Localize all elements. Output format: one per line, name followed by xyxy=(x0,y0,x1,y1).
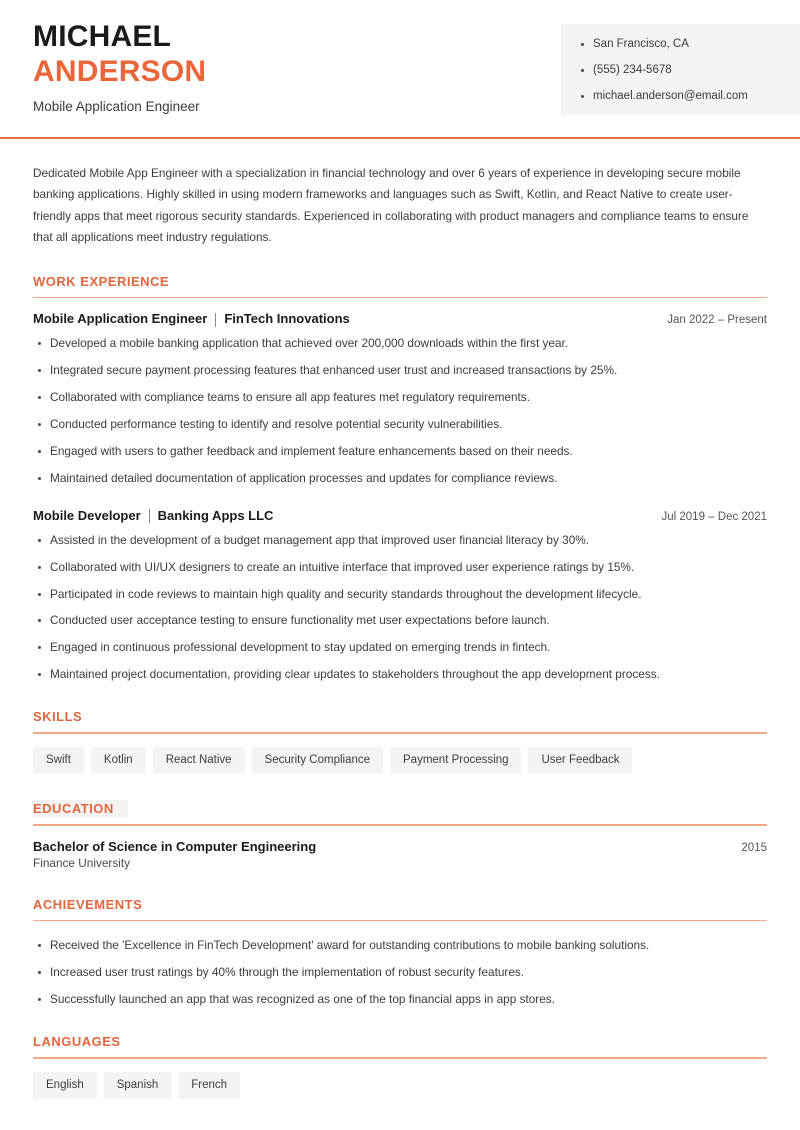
section-education xyxy=(33,800,767,870)
list-item: Maintained project documentation, providing clear updates to stakeholders throughout the app development process. xyxy=(33,667,767,682)
job-headline: Mobile Application Engineer xyxy=(33,99,200,114)
experience-entry xyxy=(33,508,767,682)
education-entry xyxy=(33,839,767,870)
list-item: Conducted performance testing to identify and resolve potential security vulnerabilities. xyxy=(33,417,767,432)
education-date: 2015 xyxy=(741,841,767,854)
experience-company: FinTech Innovations xyxy=(224,311,350,327)
section-rule-languages xyxy=(33,1057,767,1059)
experience-title-line xyxy=(33,508,273,523)
contact-item-phone[interactable]: (555) 234-5678 xyxy=(581,64,784,78)
resume-body xyxy=(0,163,800,1099)
section-work-experience xyxy=(33,273,767,682)
list-item: Engaged in continuous professional development to stay updated on emerging trends in fintech. xyxy=(33,640,767,655)
list-item: Collaborated with UI/UX designers to create an intuitive interface that improved user experience ratings by 15%. xyxy=(33,560,767,575)
first-name: MICHAEL xyxy=(33,20,172,53)
experience-role: Mobile Developer xyxy=(33,507,141,523)
section-achievements xyxy=(33,896,767,1007)
section-skills xyxy=(33,708,767,774)
list-item: Maintained detailed documentation of application processes and updates for compliance reviews. xyxy=(33,471,767,486)
list-item: Successfully launched an app that was recognized as one of the top financial apps in app stores. xyxy=(33,992,767,1007)
section-title-languages: LANGUAGES xyxy=(33,1034,121,1050)
experience-entry xyxy=(33,311,767,485)
section-rule-education xyxy=(33,824,767,826)
section-title-education: EDUCATION xyxy=(33,800,128,817)
professional-summary: Dedicated Mobile App Engineer with a specialization in financial technology and over 6 years of experience in developing secure mobile banking applications. Highly skilled in using modern frameworks and languages such as Swift, Kotlin, and React Native to create user-friendly apps that meet rigorous security standards. Experienced in collaborating with product managers and compliance teams to ensure that all applications meet industry regulations. xyxy=(33,166,749,245)
experience-entry-head xyxy=(33,508,767,523)
experience-date: Jan 2022 – Present xyxy=(667,314,767,327)
experience-bullets xyxy=(33,336,767,485)
skill-tag: Security Compliance xyxy=(252,747,383,774)
list-item: Engaged with users to gather feedback and implement feature enhancements based on their needs. xyxy=(33,444,767,459)
section-languages xyxy=(33,1033,767,1099)
list-item: Conducted user acceptance testing to ensure functionality met user expectations before launch. xyxy=(33,613,767,628)
skill-tag: Kotlin xyxy=(91,747,146,774)
section-title-work-experience: WORK EXPERIENCE xyxy=(33,273,170,289)
list-item: Assisted in the development of a budget management app that improved user financial literacy by 30%. xyxy=(33,533,767,548)
experience-title-line xyxy=(33,311,350,326)
list-item: Integrated secure payment processing features that enhanced user trust and increased transactions by 25%. xyxy=(33,363,767,378)
experience-entry-head xyxy=(33,311,767,326)
experience-company: Banking Apps LLC xyxy=(157,507,274,523)
section-title-achievements: ACHIEVEMENTS xyxy=(33,896,143,912)
education-degree: Bachelor of Science in Computer Engineering xyxy=(33,838,317,854)
contact-item-email[interactable]: michael.anderson@email.com xyxy=(581,90,784,104)
list-item: Participated in code reviews to maintain high quality and security standards throughout the development lifecycle. xyxy=(33,587,767,602)
contact-box xyxy=(561,24,800,115)
language-tag: Spanish xyxy=(104,1072,172,1099)
language-tag: French xyxy=(178,1072,240,1099)
skills-tag-row xyxy=(33,747,767,774)
education-entry-head xyxy=(33,839,767,854)
name-block xyxy=(33,22,463,115)
list-item: Developed a mobile banking application that achieved over 200,000 downloads within the first year. xyxy=(33,336,767,351)
last-name: ANDERSON xyxy=(33,55,207,88)
contact-item-location: San Francisco, CA xyxy=(581,38,784,52)
skill-tag: React Native xyxy=(153,747,245,774)
languages-tag-row xyxy=(33,1072,767,1099)
section-rule-achievements xyxy=(33,920,767,922)
experience-bullets xyxy=(33,533,767,682)
header-divider xyxy=(0,137,800,139)
experience-role: Mobile Application Engineer xyxy=(33,311,208,327)
list-item: Increased user trust ratings by 40% through the implementation of robust security features. xyxy=(33,965,767,980)
language-tag: English xyxy=(33,1072,97,1099)
vertical-separator-icon xyxy=(149,509,150,523)
section-rule-work-experience xyxy=(33,297,767,299)
section-title-skills: SKILLS xyxy=(33,709,83,725)
resume-header xyxy=(0,0,800,138)
contact-list xyxy=(581,38,784,103)
list-item: Received the 'Excellence in FinTech Development' award for outstanding contributions to mobile banking solutions. xyxy=(33,938,767,953)
education-school: Finance University xyxy=(33,855,131,870)
vertical-separator-icon xyxy=(215,313,216,327)
skill-tag: Payment Processing xyxy=(390,747,521,774)
skill-tag: Swift xyxy=(33,747,84,774)
section-rule-skills xyxy=(33,732,767,734)
achievements-bullets xyxy=(33,938,767,1007)
list-item: Collaborated with compliance teams to ensure all app features met regulatory requirements. xyxy=(33,390,767,405)
skill-tag: User Feedback xyxy=(528,747,632,774)
experience-date: Jul 2019 – Dec 2021 xyxy=(661,510,767,523)
